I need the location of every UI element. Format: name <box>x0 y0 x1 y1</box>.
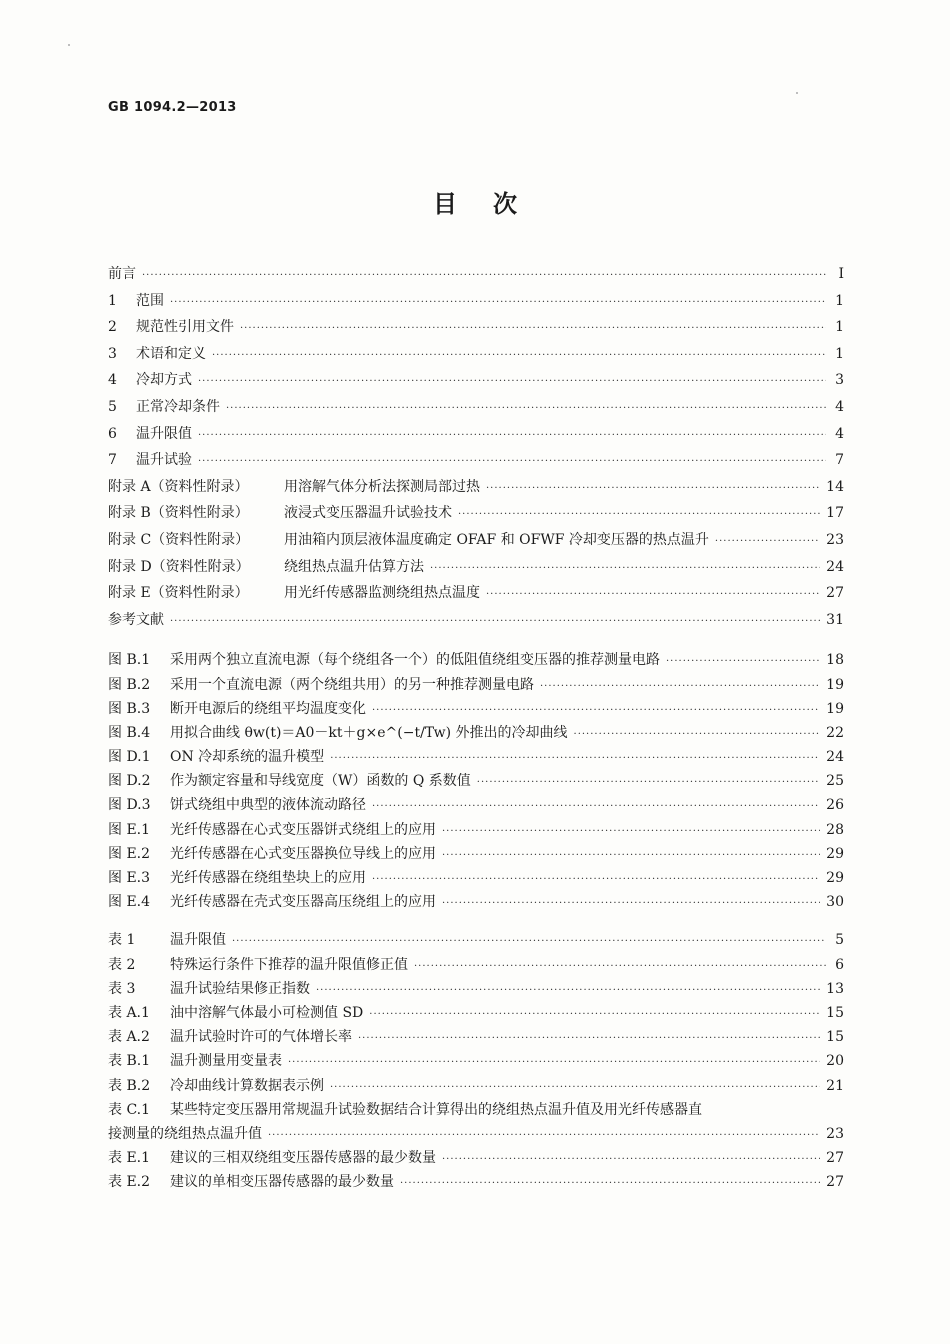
toc-entry-number: 表 E.1 <box>108 1150 151 1167</box>
toc-entry-label: 作为额定容量和导线宽度（W）函数的 Q 系数值 <box>170 773 471 790</box>
toc-entry-label: 建议的单相变压器传感器的最少数量 <box>170 1174 394 1191</box>
toc-entry-number: 表 2 <box>108 956 136 973</box>
leader-dots <box>142 270 826 281</box>
toc-entry-figure[interactable] <box>108 770 844 794</box>
toc-entry-number: 2 <box>108 319 117 336</box>
toc-entry-page: 13 <box>826 980 844 997</box>
toc-entry-number: 表 1 <box>108 932 136 949</box>
leader-dots <box>458 509 820 520</box>
toc-main-section <box>108 263 844 476</box>
toc-entry-label: 断开电源后的绕组平均温度变化 <box>170 700 366 717</box>
toc-entry-page: 23 <box>826 1125 844 1142</box>
toc-entry-page: 28 <box>826 821 844 838</box>
toc-entry-figure[interactable] <box>108 746 844 770</box>
toc-entry-table[interactable] <box>108 1002 844 1026</box>
toc-entry-figure[interactable] <box>108 843 844 867</box>
page-title: 目次 <box>433 189 553 218</box>
toc-entry-table[interactable] <box>108 978 844 1002</box>
toc-entry-figure[interactable] <box>108 698 844 722</box>
toc-entry-page: 21 <box>826 1077 844 1094</box>
leader-dots <box>330 1082 820 1093</box>
toc-entry-7[interactable] <box>108 449 844 476</box>
leader-dots <box>414 961 826 972</box>
leader-dots <box>442 826 820 837</box>
standard-code: GB 1094.2—2013 <box>108 100 237 115</box>
leader-dots <box>442 898 820 909</box>
toc-entry-page: 1 <box>835 319 844 336</box>
leader-dots <box>198 456 826 467</box>
toc-entry-label: 温升试验时许可的气体增长率 <box>170 1029 352 1046</box>
toc-entry-label: 液浸式变压器温升试验技术 <box>284 505 452 522</box>
toc-entry-label: 温升试验 <box>136 452 192 469</box>
toc-entry-page: 7 <box>835 452 844 469</box>
toc-entry-page: 27 <box>826 1174 844 1191</box>
toc-entry-page: 18 <box>826 652 844 669</box>
toc-entry-label: 采用两个独立直流电源（每个绕组各一个）的低阻值绕组变压器的推荐测量电路 <box>170 652 660 669</box>
toc-entry-label: 建议的三相双绕组变压器传感器的最少数量 <box>170 1150 436 1167</box>
toc-entry-label: 某些特定变压器用常规温升试验数据结合计算得出的绕组热点温升值及用光纤传感器直 <box>170 1101 702 1118</box>
toc-entry-number: 图 B.3 <box>108 700 151 717</box>
toc-entry-5[interactable] <box>108 396 844 423</box>
toc-entry-number: 4 <box>108 372 117 389</box>
toc-entry-page: 14 <box>826 478 844 495</box>
toc-entry-page: 4 <box>835 425 844 442</box>
toc-entry-page: 6 <box>835 956 844 973</box>
toc-entry-label: 用油箱内顶层液体温度确定 OFAF 和 OFWF 冷却变压器的热点温升 <box>284 531 709 548</box>
toc-entry-label: 参考文献 <box>108 611 164 628</box>
toc-entry-page: 29 <box>826 870 844 886</box>
toc-entry-table[interactable] <box>108 1147 844 1171</box>
toc-entry-page: 30 <box>826 894 844 911</box>
leader-dots <box>288 1057 820 1068</box>
toc-entry-number: 附录 E（资料性附录） <box>108 585 249 602</box>
toc-entry-figure[interactable] <box>108 819 844 843</box>
leader-dots <box>170 616 820 627</box>
toc-entry-number: 1 <box>108 292 117 309</box>
leader-dots <box>540 681 820 692</box>
toc-entry-appendix-a[interactable] <box>108 476 844 503</box>
toc-entry-page: 31 <box>826 611 844 628</box>
toc-entry-6[interactable] <box>108 423 844 450</box>
toc-entry-label: 用溶解气体分析法探测局部过热 <box>284 478 480 495</box>
leader-dots <box>198 376 826 387</box>
toc-entry-number: 表 B.2 <box>108 1077 151 1094</box>
toc-entry-references[interactable] <box>108 609 844 636</box>
toc-entry-4[interactable] <box>108 369 844 396</box>
toc-entry-foreword[interactable] <box>108 263 844 290</box>
toc-entry-number: 图 E.1 <box>108 821 151 838</box>
leader-dots <box>486 589 820 600</box>
leader-dots <box>486 483 820 494</box>
leader-dots <box>268 1130 820 1141</box>
toc-entry-page: 3 <box>835 372 844 389</box>
toc-entry-label: ON 冷却系统的温升模型 <box>170 749 325 766</box>
toc-entry-table-c1-continued[interactable] <box>108 1123 844 1147</box>
toc-entry-label: 特殊运行条件下推荐的温升限值修正值 <box>170 956 408 973</box>
leader-dots <box>316 985 820 996</box>
toc-entry-label: 温升限值 <box>136 425 192 442</box>
toc-entry-figure[interactable] <box>108 891 844 915</box>
toc-entry-table-c1[interactable] <box>108 1099 844 1123</box>
toc-entry-number: 附录 B（资料性附录） <box>108 505 249 522</box>
toc-entry-page: 4 <box>835 398 844 415</box>
leader-dots <box>240 323 826 334</box>
toc-entry-number: 图 E.3 <box>108 870 151 886</box>
toc-entry-label: 冷却方式 <box>136 372 192 389</box>
leader-dots <box>372 874 820 885</box>
leader-dots <box>715 536 820 547</box>
table-of-contents <box>108 263 844 1195</box>
toc-entry-figure[interactable] <box>108 794 844 818</box>
section-gap <box>108 635 844 649</box>
leader-dots <box>372 801 820 812</box>
leader-dots <box>358 1033 820 1044</box>
toc-entry-label: 采用一个直流电源（两个绕组共用）的另一种推荐测量电路 <box>170 676 534 693</box>
section-gap <box>108 915 844 929</box>
leader-dots <box>226 403 826 414</box>
toc-entry-figure[interactable] <box>108 649 844 673</box>
leader-dots <box>330 753 820 764</box>
toc-appendix-section <box>108 476 844 636</box>
toc-entry-number: 附录 A（资料性附录） <box>108 478 249 495</box>
toc-entry-1[interactable] <box>108 290 844 317</box>
leader-dots <box>400 1178 820 1189</box>
toc-entry-appendix-d[interactable] <box>108 556 844 583</box>
toc-entry-appendix-e[interactable] <box>108 582 844 609</box>
toc-entry-page: 1 <box>835 292 844 309</box>
toc-entry-label: 油中溶解气体最小可检测值 SD <box>170 1004 364 1021</box>
toc-entry-label: 温升试验结果修正指数 <box>170 980 310 997</box>
toc-entry-page: 15 <box>826 1004 844 1021</box>
toc-entry-table[interactable] <box>108 1171 844 1195</box>
toc-entry-number: 图 E.2 <box>108 845 151 862</box>
toc-entry-label: 接测量的绕组热点温升值 <box>108 1125 262 1142</box>
toc-entry-figure[interactable] <box>108 867 844 891</box>
leader-dots <box>442 850 820 861</box>
toc-entry-table[interactable] <box>108 1050 844 1074</box>
toc-entry-number: 表 A.2 <box>108 1029 150 1046</box>
toc-entry-page: 26 <box>826 797 844 814</box>
toc-entry-number: 7 <box>108 452 117 469</box>
toc-entry-number: 图 D.3 <box>108 797 151 814</box>
toc-entry-label: 温升限值 <box>170 932 226 949</box>
toc-entry-page: 22 <box>826 724 844 741</box>
leader-dots <box>430 563 820 574</box>
toc-entry-number: 6 <box>108 425 117 442</box>
toc-entry-number: 附录 D（资料性附录） <box>108 558 250 575</box>
toc-entry-label: 光纤传感器在绕组垫块上的应用 <box>170 870 366 886</box>
toc-entry-label: 饼式绕组中典型的液体流动路径 <box>170 797 366 814</box>
toc-entry-number: 图 E.4 <box>108 894 151 911</box>
toc-entry-page: 23 <box>826 531 844 548</box>
toc-entry-3[interactable] <box>108 343 844 370</box>
toc-entry-label: 冷却曲线计算数据表示例 <box>170 1077 324 1094</box>
toc-entry-label: 光纤传感器在壳式变压器高压绕组上的应用 <box>170 894 436 911</box>
leader-dots <box>372 705 820 716</box>
toc-entry-page: 19 <box>826 676 844 693</box>
toc-tables-section <box>108 929 844 1195</box>
toc-entry-label: 用拟合曲线 θw(t)＝A0－kt＋g×e^(−t/Tw) 外推出的冷却曲线 <box>170 724 568 741</box>
toc-entry-label: 正常冷却条件 <box>136 398 220 415</box>
toc-entry-page: 17 <box>826 505 844 522</box>
toc-entry-label: 光纤传感器在心式变压器换位导线上的应用 <box>170 845 436 862</box>
toc-entry-page: 25 <box>826 773 844 790</box>
toc-entry-page: 15 <box>826 1029 844 1046</box>
leader-dots <box>212 350 826 361</box>
leader-dots <box>574 729 821 740</box>
toc-entry-number: 表 E.2 <box>108 1174 151 1191</box>
toc-entry-number: 表 A.1 <box>108 1004 150 1021</box>
toc-entry-number: 5 <box>108 398 117 415</box>
toc-entry-number: 图 D.2 <box>108 773 151 790</box>
toc-entry-number: 3 <box>108 345 117 362</box>
toc-entry-label: 术语和定义 <box>136 345 206 362</box>
toc-entry-page: 1 <box>835 345 844 362</box>
toc-entry-page: 20 <box>826 1053 844 1070</box>
toc-entry-page: 27 <box>826 585 844 602</box>
toc-entry-table[interactable] <box>108 954 844 978</box>
toc-entry-page: I <box>838 266 844 282</box>
toc-entry-label: 用光纤传感器监测绕组热点温度 <box>284 585 480 602</box>
toc-entry-number: 表 C.1 <box>108 1101 151 1118</box>
toc-entry-appendix-b[interactable] <box>108 502 844 529</box>
toc-entry-page: 24 <box>826 749 844 766</box>
toc-entry-figure[interactable] <box>108 674 844 698</box>
scan-speck <box>68 44 70 46</box>
leader-dots <box>198 430 826 441</box>
toc-entry-table[interactable] <box>108 1026 844 1050</box>
toc-entry-appendix-c[interactable] <box>108 529 844 556</box>
scan-speck <box>796 92 798 94</box>
toc-entry-page: 19 <box>826 700 844 717</box>
toc-entry-label: 温升测量用变量表 <box>170 1053 282 1070</box>
toc-entry-2[interactable] <box>108 316 844 343</box>
toc-entry-label: 绕组热点温升估算方法 <box>284 558 424 575</box>
toc-entry-page: 27 <box>826 1150 844 1167</box>
toc-entry-label: 规范性引用文件 <box>136 319 234 336</box>
toc-entry-page: 29 <box>826 845 844 862</box>
toc-entry-figure[interactable] <box>108 722 844 746</box>
leader-dots <box>170 297 826 308</box>
toc-entry-number: 图 B.1 <box>108 652 151 669</box>
toc-entry-page: 5 <box>835 932 844 949</box>
toc-entry-number: 表 3 <box>108 980 136 997</box>
toc-entry-label: 光纤传感器在心式变压器饼式绕组上的应用 <box>170 821 436 838</box>
leader-dots <box>369 1009 820 1020</box>
toc-entry-label: 前言 <box>108 266 136 282</box>
toc-entry-number: 表 B.1 <box>108 1053 151 1070</box>
toc-entry-number: 图 D.1 <box>108 749 151 766</box>
toc-entry-table[interactable] <box>108 1075 844 1099</box>
leader-dots <box>442 1154 820 1165</box>
toc-entry-label: 范围 <box>136 292 164 309</box>
toc-entry-page: 24 <box>826 558 844 575</box>
toc-entry-table[interactable] <box>108 929 844 953</box>
leader-dots <box>232 936 826 947</box>
toc-figures-section <box>108 649 844 915</box>
toc-entry-number: 附录 C（资料性附录） <box>108 531 250 548</box>
toc-entry-number: 图 B.4 <box>108 724 151 741</box>
leader-dots <box>666 656 820 667</box>
leader-dots <box>477 777 820 788</box>
toc-entry-number: 图 B.2 <box>108 676 151 693</box>
